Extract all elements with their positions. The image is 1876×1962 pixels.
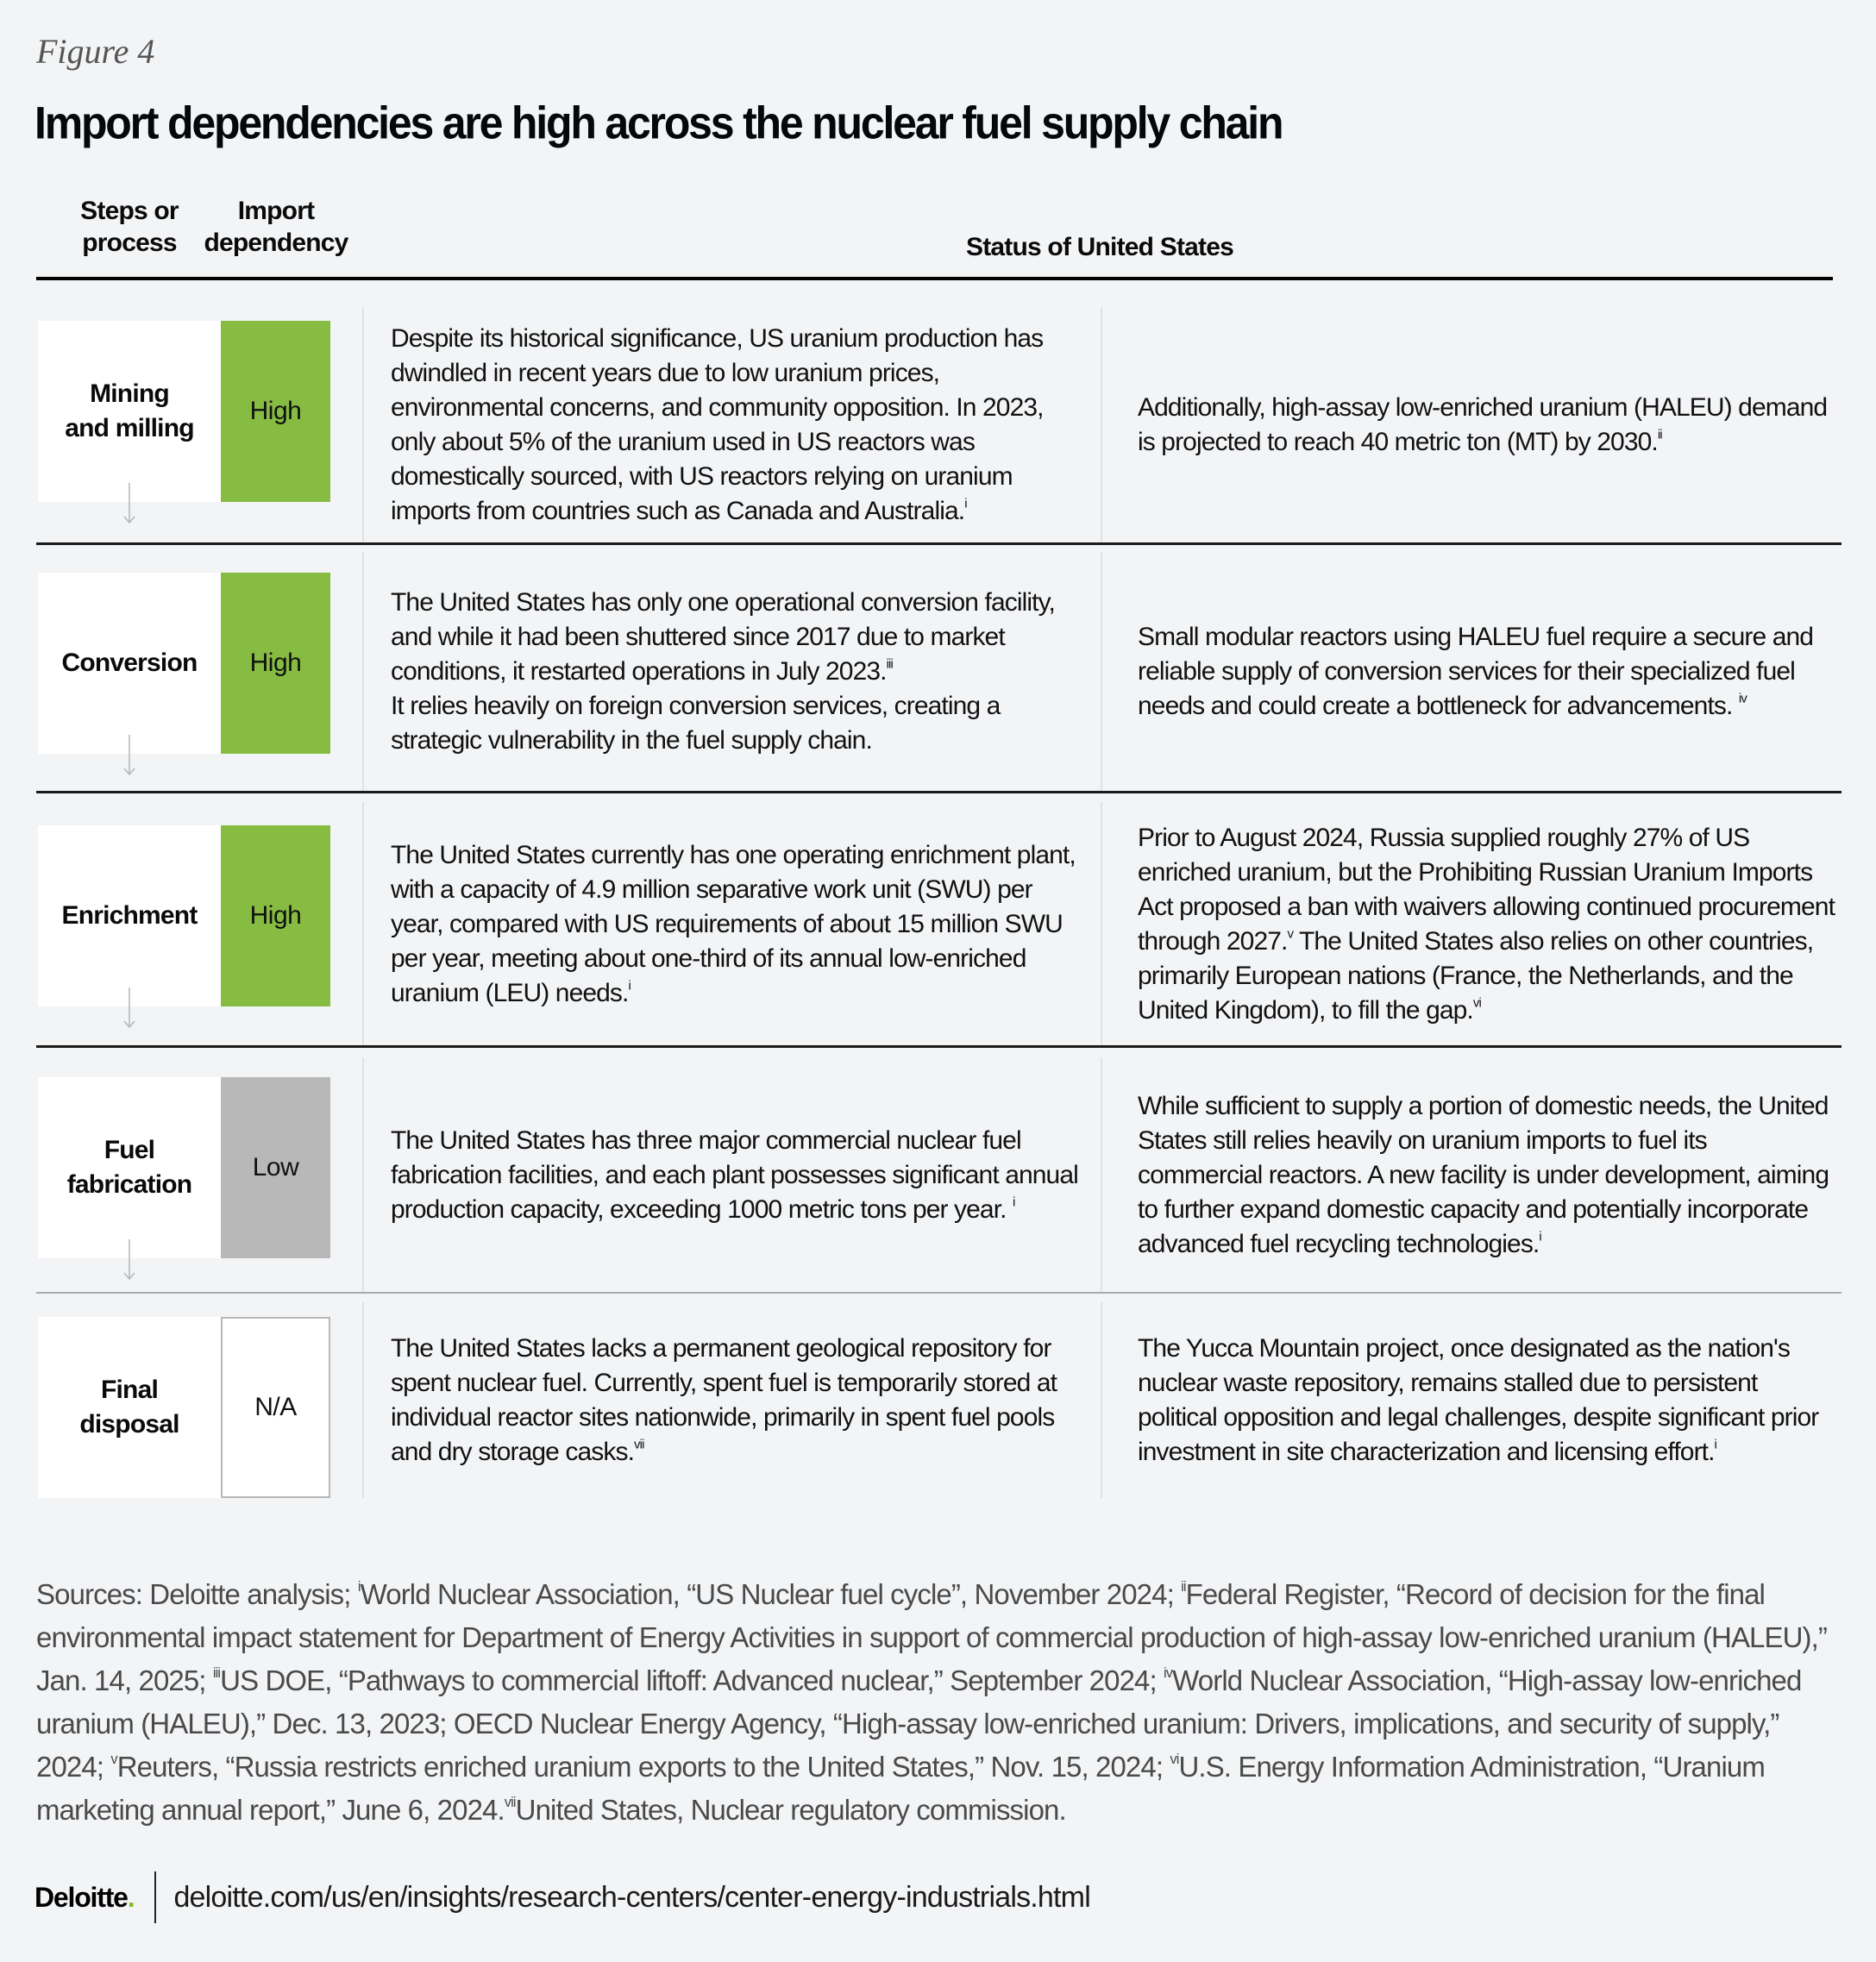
status-paragraph — [391, 586, 1085, 758]
footnote-ref: i — [1013, 1194, 1015, 1209]
source-text: US DOE, “Pathways to commercial liftoff: Advanced nuclear,” September 2024; — [220, 1664, 1164, 1696]
status-text-secondary — [1138, 307, 1836, 543]
step-label-text — [65, 377, 194, 446]
footnote-ref: vii — [634, 1437, 644, 1451]
column-divider — [362, 1057, 364, 1293]
status-paragraph — [1138, 1332, 1836, 1470]
status-text: The United States has three major commercial nuclear fuel fabrication facilities, and each plant possesses significant annual production capacity, exceeding 1000 metric tons per year. — [391, 1125, 1078, 1224]
source-text: World Nuclear Association, “US Nuclear fuel cycle”, November 2024; — [360, 1578, 1182, 1610]
page-title: Import dependencies are high across the nuclear fuel supply chain — [35, 97, 1283, 148]
deloitte-logo — [35, 1882, 134, 1914]
step-label — [38, 573, 221, 754]
source-text: U.S. Energy Information Administration, “Uranium marketing annual report,” June 6, 2024. — [36, 1751, 1765, 1826]
footnote-ref: i — [964, 496, 967, 511]
dependency-badge-low — [221, 1077, 330, 1258]
footnote-ref: ii — [1657, 427, 1662, 442]
step-label-line: Final — [100, 1376, 158, 1404]
source-text: World Nuclear Association, “High-assay low-enriched uranium (HALEU),” Dec. 13, 2023; OECD Nuclear Energy Agency, “High-assay low-enriched uranium: Drivers, implications, and security of supply,” 2024; — [36, 1664, 1802, 1783]
arrow-down-icon — [122, 1239, 136, 1281]
step-label-text — [61, 646, 197, 680]
dependency-value: High — [249, 397, 302, 425]
footnote-ref: i — [1539, 1229, 1541, 1244]
footnote-ref: ii — [1181, 1579, 1186, 1595]
footnote-ref: i — [628, 978, 631, 993]
step-label-line: Mining — [90, 379, 169, 408]
footnote-ref: iii — [212, 1665, 221, 1682]
column-divider — [362, 1302, 364, 1498]
column-divider — [362, 307, 364, 543]
status-text: It relies heavily on foreign conversion services, creating a strategic vulnerability in the fuel supply chain. — [391, 692, 1001, 755]
column-divider — [1101, 1057, 1102, 1293]
step-label-text — [67, 1133, 192, 1202]
footnote-ref: v — [1287, 926, 1294, 941]
row-divider — [36, 542, 1841, 545]
header-status: Status of United States — [966, 233, 1233, 261]
figure-label: Figure 4 — [36, 32, 155, 71]
step-label-line: and milling — [65, 414, 194, 442]
dependency-value: High — [249, 901, 302, 930]
footnote-ref: vii — [504, 1795, 516, 1811]
status-text-secondary — [1138, 1057, 1836, 1293]
dependency-badge-high — [221, 321, 330, 502]
column-divider — [1101, 802, 1102, 1046]
status-paragraph — [1138, 1089, 1836, 1262]
column-divider — [1101, 1302, 1102, 1498]
row-divider — [36, 1045, 1841, 1048]
status-text: The United States also relies on other countries, primarily European nations (France, the Netherlands, and the United Kingdom), to fill the gap. — [1138, 926, 1814, 1025]
column-divider — [362, 802, 364, 1046]
arrow-down-icon — [122, 735, 136, 776]
step-label-line: Enrichment — [61, 901, 198, 930]
status-text-secondary — [1138, 802, 1836, 1046]
footnote-ref: iii — [886, 656, 893, 672]
dependency-badge-high — [221, 825, 330, 1006]
footer-divider — [154, 1871, 156, 1923]
logo-dot: . — [127, 1881, 135, 1913]
status-text-secondary — [1138, 1302, 1836, 1498]
status-text-primary — [391, 552, 1085, 792]
header-steps — [52, 195, 207, 259]
status-text: While sufficient to supply a portion of domestic needs, the United States still relies heavily on uranium imports to fuel its commercial reactors. A new facility is under development, aiming to further expand domestic capacity and potentially incorporate advanced fuel recycling technologies. — [1138, 1091, 1829, 1258]
source-text: United States, Nuclear regulatory commission. — [515, 1794, 1066, 1826]
step-label-line: fabrication — [66, 1170, 192, 1199]
footnote-ref: iv — [1738, 691, 1747, 706]
step-label — [38, 1317, 221, 1498]
footer-url[interactable]: deloitte.com/us/en/insights/research-centers/center-energy-industrials.html — [173, 1880, 1090, 1914]
status-text: Additionally, high-assay low-enriched uranium (HALEU) demand is projected to reach 40 metric ton (MT) by 2030. — [1138, 393, 1828, 456]
status-text: The United States currently has one operating enrichment plant, with a capacity of 4.9 million separative work unit (SWU) per year, compared with US requirements of about 15 million SWU per year, meeting about one-third of its annual low-enriched uranium (LEU) needs. — [391, 840, 1076, 1007]
footnote-ref: vi — [1472, 995, 1481, 1010]
status-text: Small modular reactors using HALEU fuel require a secure and reliable supply of conversion services for their specialized fuel needs and could create a bottleneck for advancements. — [1138, 623, 1814, 720]
step-label — [38, 1077, 221, 1258]
column-divider — [1101, 307, 1102, 543]
step-label-line: disposal — [79, 1410, 179, 1439]
footnote-ref: vi — [1170, 1752, 1179, 1768]
status-text-primary — [391, 1057, 1085, 1293]
status-paragraph — [391, 1332, 1085, 1470]
footnote-ref: iv — [1164, 1665, 1173, 1682]
status-text: Despite its historical significance, US uranium production has dwindled in recent years due to low uranium prices, environmental concerns, and community opposition. In 2023, only about 5% of the uranium used in US reactors was domestically sourced, with US reactors relying on uranium imports from countries such as Canada and Australia. — [391, 324, 1044, 525]
status-paragraph — [391, 838, 1085, 1011]
status-paragraph — [1138, 821, 1836, 1028]
status-text-primary — [391, 1302, 1085, 1498]
sources-note — [36, 1573, 1839, 1832]
step-label-text — [61, 899, 197, 933]
footnote-ref: i — [357, 1579, 361, 1595]
dependency-badge-na — [221, 1317, 330, 1498]
header-import-line: dependency — [204, 229, 348, 257]
header-import-dependency — [198, 195, 354, 259]
step-label-line: Conversion — [61, 649, 198, 677]
status-paragraph — [391, 322, 1085, 529]
status-text: The Yucca Mountain project, once designated as the nation's nuclear waste repository, remains stalled due to persistent political opposition and legal challenges, despite significant prior investment in site characterization and licensing effort. — [1138, 1333, 1819, 1466]
step-label — [38, 825, 221, 1006]
column-divider — [1101, 552, 1102, 792]
header-steps-line: Steps or — [80, 197, 179, 225]
dependency-value: Low — [252, 1153, 299, 1182]
status-text-primary — [391, 307, 1085, 543]
header-divider — [36, 277, 1833, 280]
header-steps-line: process — [82, 229, 177, 257]
header-import-line: Import — [237, 197, 315, 225]
row-divider — [36, 791, 1841, 793]
step-label-text — [79, 1373, 179, 1442]
source-text: Sources: Deloitte analysis; — [36, 1578, 358, 1610]
status-paragraph — [1138, 620, 1836, 724]
status-text: The United States lacks a permanent geological repository for spent nuclear fuel. Currently, spent fuel is temporarily stored at individual reactor sites nationwide, primarily in spent fuel pools and dry storage casks. — [391, 1333, 1057, 1466]
arrow-down-icon — [122, 987, 136, 1029]
dependency-value: High — [249, 649, 302, 677]
status-paragraph — [391, 1124, 1085, 1227]
dependency-badge-high — [221, 573, 330, 754]
dependency-value: N/A — [254, 1393, 297, 1421]
step-label — [38, 321, 221, 502]
row-divider — [36, 1292, 1841, 1294]
status-text-primary — [391, 802, 1085, 1046]
source-text: Federal Register, “Record of decision for the final environmental impact statement for Department of Energy Activities in support of commercial production of high-assay low-enriched uranium (HALEU),” Jan. 14, 2025; — [36, 1578, 1827, 1696]
source-text: Reuters, “Russia restricts enriched uranium exports to the United States,” Nov. 15, 2024; — [116, 1751, 1170, 1783]
arrow-down-icon — [122, 483, 136, 524]
column-divider — [362, 552, 364, 792]
status-text: The United States has only one operational conversion facility, and while it had been shuttered since 2017 due to market conditions, it restarted operations in July 2023. — [391, 588, 1055, 686]
footer — [35, 1871, 1090, 1923]
status-text-secondary — [1138, 552, 1836, 792]
status-paragraph — [1138, 391, 1836, 460]
logo-text: Deloitte — [35, 1881, 128, 1913]
footnote-ref: v — [110, 1752, 117, 1768]
status-text: Prior to August 2024, Russia supplied roughly 27% of US enriched uranium, but the Prohibiting Russian Uranium Imports Act proposed a ban with waivers allowing continued procurement through 2027. — [1138, 823, 1835, 956]
footnote-ref: i — [1714, 1437, 1716, 1451]
step-label-line: Fuel — [104, 1136, 155, 1164]
